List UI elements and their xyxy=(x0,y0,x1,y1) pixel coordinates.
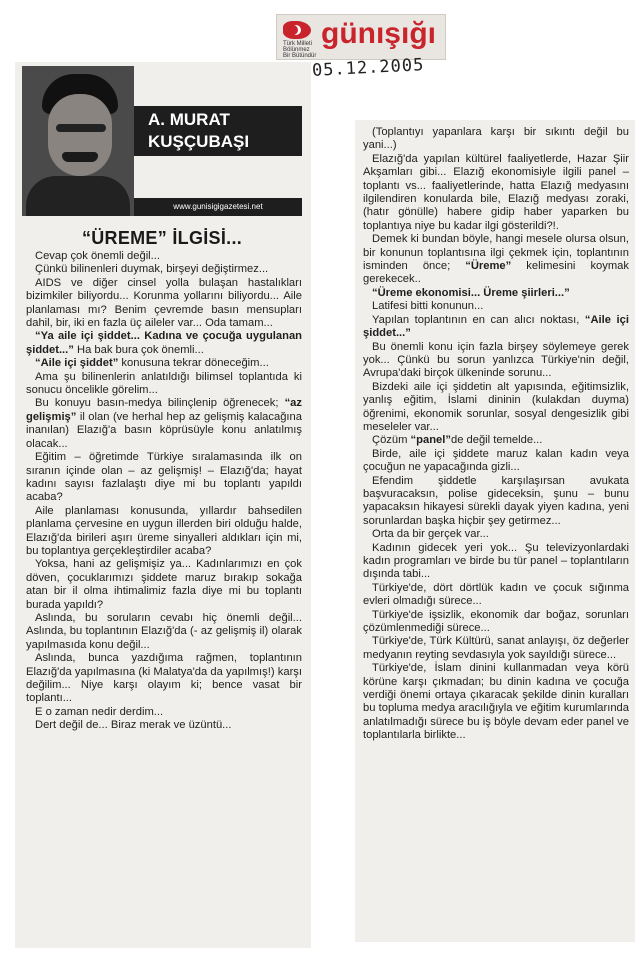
paragraph-text: Dert değil de... Biraz merak ve üzüntü... xyxy=(35,719,232,732)
paragraph-text: konusuna tekrar döneceğim... xyxy=(118,357,269,370)
paragraph-text: Eğitim – öğretimde Türkiye sıralamasında ilk on sıranın içinde olan – az gelişmiş! – Elazığ'da; hayat kadını sayısı fazlalaştı diye mi bu toplantı yapıldı acaba? xyxy=(26,451,302,504)
paragraph-text: Çünkü bilinenleri duymak, birşeyi değiştirmez... xyxy=(35,263,269,276)
handwritten-date: 05.12.2005 xyxy=(311,55,425,81)
article-paragraph xyxy=(363,314,629,341)
paragraph-text: Ha bak bura çok önemli... xyxy=(73,343,204,356)
article-paragraph xyxy=(363,381,629,435)
article-paragraph xyxy=(363,287,629,300)
bold-quote: “Ya aile içi şiddet... Kadına ve çocuğa uygulanan şiddet...” xyxy=(26,330,302,356)
paragraph-text: Efendim şiddetle karşılaşırsan avukata başvuracaksın, polise gideceksin, şunu – bunu yapacaksın hikayesi sürekli dayak yiyen kadına, yeni sorunlardan başka hiçbir şey getirmez... xyxy=(363,474,629,527)
paragraph-text: Yoksa, hani az gelişmişiz ya... Kadınlarımızı en çok döven, çocuklarımızı şiddete maruz bırakıp sokağa atan bir il olma ihtimalimiz fazla diye mi bu toplantı burada yapıldı? xyxy=(26,558,302,611)
article-paragraph xyxy=(26,397,302,451)
article-column-right xyxy=(363,126,629,743)
article-paragraph xyxy=(26,277,302,331)
bold-quote: “Aile içi şiddet” xyxy=(35,357,119,370)
article-headline: “ÜREME” İLGİSİ... xyxy=(81,228,243,248)
article-paragraph xyxy=(26,330,302,357)
bold-quote: “Üreme ekonomisi... Üreme şiirleri...” xyxy=(372,286,570,299)
article-column-left xyxy=(26,250,302,733)
paragraph-text: Latifesi bitti konunun... xyxy=(372,300,484,313)
bold-quote: “az gelişmiş” xyxy=(26,397,302,423)
paragraph-text: Türkiye'de, Türk Kültürü, sanat anlayışı, öz değerler medyanın reyting sevdasıyla yok sayıldığı sürece... xyxy=(363,635,629,661)
author-name-bar xyxy=(134,106,302,156)
paragraph-text: AIDS ve diğer cinsel yolla bulaşan hastalıkları bizimkiler biliyordu... Korunma yollarını biliyordu... Aile planlaması mı? Benim çevremde basın mensupları dahil, bir, iki en fazla üç aileler var... Oda tamam... xyxy=(26,276,302,330)
article-paragraph xyxy=(363,341,629,381)
paragraph-text: Elazığ'da yapılan kültürel faaliyetlerde, Hazar Şiir Akşamları gibi... Elazığ ekonomisiyle ilgili panel – toplantı vs... faaliyetlerinde, hatta Elazığ medyasını ilgilendiren konularda bile, Elazığ medyası zoraki, (hatır gönülle) habere gidip haber yaparken bu toplantıya niye bu kadar ilgi gösterildi?!. xyxy=(363,152,629,232)
article-paragraph xyxy=(363,662,629,742)
masthead-title: günışığı xyxy=(321,17,436,50)
paragraph-text: Orta da bir gerçek var... xyxy=(372,528,489,541)
paragraph-text: Çözüm xyxy=(372,434,411,447)
article-paragraph xyxy=(363,153,629,233)
website-url: www.gunisigigazetesi.net xyxy=(134,198,302,216)
paragraph-text: Türkiye'de işsizlik, ekonomik dar boğaz, sorunları çözümlenmediği sürece... xyxy=(363,608,629,635)
paragraph-text: E o zaman nedir derdim... xyxy=(35,705,164,718)
article-paragraph xyxy=(26,558,302,612)
article-paragraph xyxy=(26,263,302,276)
article-paragraph xyxy=(26,451,302,505)
flag-logo-icon xyxy=(283,21,311,39)
bold-quote: “Üreme” xyxy=(465,260,512,273)
article-paragraph xyxy=(363,300,629,313)
newspaper-masthead xyxy=(276,14,446,60)
paragraph-text: Aile planlaması konusunda, yıllardır bahsedilen planlama çervesine en uygun illerden biri olduğu halde, Elazığ'da birileri aşırı üreme sinyalleri aldıkları için mi, bu toplantıya gerçekleştirdiler acaba? xyxy=(26,504,302,557)
article-paragraph xyxy=(363,528,629,541)
article-paragraph xyxy=(26,612,302,652)
paragraph-text: de değil temelde... xyxy=(450,434,543,447)
article-paragraph xyxy=(26,250,302,263)
article-paragraph xyxy=(26,652,302,706)
bold-quote: “Aile içi şiddet...” xyxy=(363,313,629,340)
article-paragraph xyxy=(26,719,302,732)
author-first-name: A. MURAT xyxy=(148,110,230,129)
paragraph-text: Yapılan toplantının en can alıcı noktası, xyxy=(372,313,585,326)
author-last-name: KUŞÇUBAŞI xyxy=(148,132,250,151)
paragraph-text: Aslında, bunca yazdığıma rağmen, toplantının Elazığ'da yapılmasına (ki Malatya'da da yapılmış!) karşı değilim... Niye karşı olayım ki; bence vasat bir toplantı... xyxy=(26,652,302,705)
paragraph-text: Türkiye'de, dört dörtlük kadın ve çocuk sığınma evleri olmadığı sürece... xyxy=(363,581,629,608)
article-paragraph xyxy=(363,582,629,609)
masthead-tagline: Türk Milleti Bölünmez Bir Bütündür xyxy=(283,41,317,59)
paragraph-text: Bizdeki aile içi şiddetin alt yapısında, eğitimsizlik, yanlış eğitim, İslami dininin (kulakdan duyma) öğrenimi, ekonomik sorunlar, sosyal dengesizlik gibi meseleler var... xyxy=(363,380,629,433)
paragraph-text: Cevap çok önemli değil... xyxy=(35,250,160,262)
bold-quote: “panel” xyxy=(410,434,451,447)
author-photo xyxy=(22,66,134,216)
paragraph-text: Ama şu bilinenlerin anlatıldığı bilimsel toplantıda ki sonucu öncelikle görelim... xyxy=(26,370,302,397)
article-paragraph xyxy=(26,706,302,719)
article-paragraph xyxy=(26,371,302,398)
article-paragraph xyxy=(26,505,302,559)
paragraph-text: Bu konuyu basın-medya bilinçlenip öğrenecek; xyxy=(35,397,285,410)
article-paragraph xyxy=(363,448,629,475)
article-paragraph xyxy=(363,635,629,662)
paragraph-text: (Toplantıyı yapanlara karşı bir sıkıntı değil bu yani...) xyxy=(363,126,629,152)
paragraph-text: Bu önemli konu için fazla birşey söylemeye gerek yok... Çünkü bu sorun yanlızca Türkiye'nin değil, Avrupa'daki birçok ülkeninde sorunu... xyxy=(363,340,629,380)
article-paragraph xyxy=(363,542,629,582)
paragraph-text: Türkiye'de, İslam dinini kullanmadan veya körü körüne karşı çıkmadan; bu dinin kadına ve çocuğa verdiği önemi ortaya çıkaracak şekilde dinin kuralları bu topluma medya aracılığıyla ve eğitim kurumlarında anlatılmadığı sürece bu iş böyle devam eder panel ve toplantılarla birlikte... xyxy=(363,662,629,742)
paragraph-text: kelimesini koymak gerekecek.. xyxy=(363,260,629,286)
paragraph-text: Birde, aile içi şiddete maruz kalan kadın veya çocuğun ne yapacağında gizli... xyxy=(363,447,629,474)
paragraph-text: Kadının gidecek yeri yok... Şu televizyonlardaki kadın programları ve birde bu tür panel – toplantıların dışında tabi... xyxy=(363,541,629,581)
article-paragraph xyxy=(363,434,629,447)
author-byline xyxy=(22,66,302,216)
article-paragraph xyxy=(363,233,629,287)
article-paragraph xyxy=(363,126,629,153)
paragraph-text: Aslında, bu soruların cevabı hiç önemli değil... Aslında, bu toplantının Elazığ'da (- az gelişmiş il) olarak yapılmasıda konu değil... xyxy=(26,611,302,651)
paragraph-text: il olan (ve herhal hep az gelişmiş kalacağına inanılan) Elazığ'a basın köprüsüyle konu anlatılmış olacak... xyxy=(26,410,302,450)
article-paragraph xyxy=(26,357,302,370)
article-paragraph xyxy=(363,475,629,529)
article-paragraph xyxy=(363,609,629,636)
paragraph-text: Demek ki bundan böyle, hangi mesele olursa olsun, bir konunun toplantısına ilgi çekmek için, toplantının isminden önce; xyxy=(363,233,629,273)
